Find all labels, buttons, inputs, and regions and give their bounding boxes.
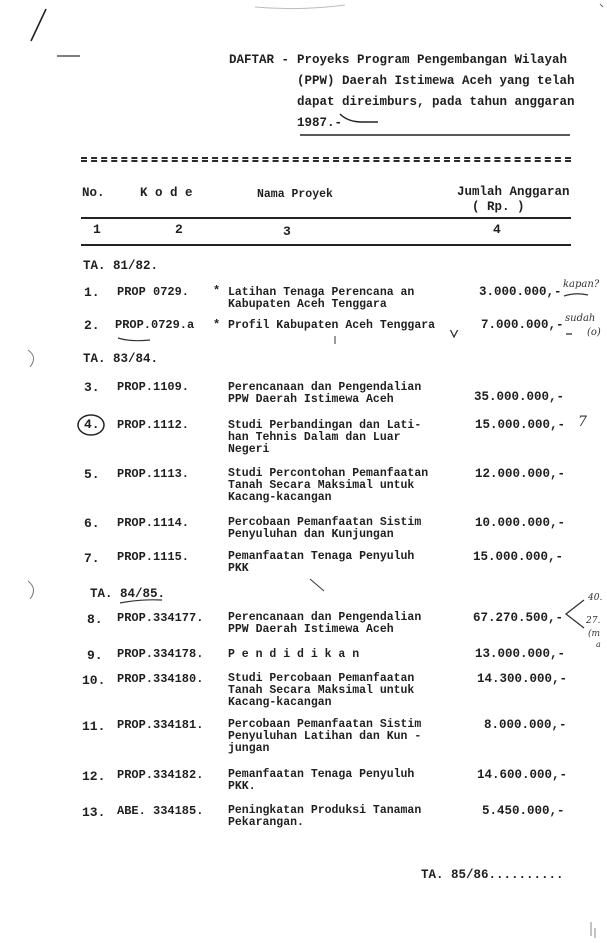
row-code: PROP.1114. [117, 516, 190, 530]
handwritten-note: a [596, 640, 601, 649]
row-name-line: Kacang-kacangan [228, 696, 332, 709]
section-label: TA. 81/82. [83, 259, 159, 273]
row-number: 1. [84, 285, 100, 300]
row-name-line: Peningkatan Produksi Tanaman [228, 804, 422, 817]
header-divider-1 [81, 217, 571, 219]
row-amount: 35.000.000,- [474, 390, 565, 404]
row-number: 6. [84, 516, 100, 531]
row-name-line: Perencanaan dan Pengendalian [228, 381, 422, 394]
row-name-line: PKK. [228, 780, 256, 793]
row-amount: 14.600.000,- [477, 768, 568, 782]
row-amount: 3.000.000,- [479, 285, 562, 299]
handwritten-note: sudah [565, 313, 596, 324]
page-continuation: TA. 85/86.......... [421, 868, 564, 882]
row-amount: 13.000.000,- [475, 647, 566, 661]
row-code: PROP.334178. [117, 647, 204, 661]
row-number: 9. [87, 648, 103, 663]
row-number: 4. [84, 417, 100, 432]
row-name-line: han Tehnis Dalam dan Luar [228, 431, 401, 444]
row-amount: 10.000.000,- [475, 516, 566, 530]
row-name-line: Kabupaten Aceh Tenggara [228, 298, 387, 311]
row-name-line: Percobaan Pemanfaatan Sistim [228, 718, 422, 731]
asterisk-mark: * [213, 318, 221, 332]
row-name-line: Latihan Tenaga Perencana an [228, 286, 415, 299]
col-index-2: 2 [175, 222, 183, 237]
col-header-no: No. [82, 186, 105, 200]
binding-marks [20, 345, 50, 605]
row-amount: 5.450.000,- [482, 804, 565, 818]
col-header-kode: K o d e [140, 186, 193, 200]
row-amount: 15.000.000,- [475, 418, 566, 432]
row-name-line: Studi Percobaan Pemanfaatan [228, 672, 415, 685]
row-number: 3. [84, 380, 100, 395]
row-amount: 67.270.500,- [473, 611, 564, 625]
row-number: 5. [84, 467, 100, 482]
row-code: PROP.334180. [117, 672, 204, 686]
title-label: DAFTAR - [229, 53, 290, 67]
row-name-line: Pekarangan. [228, 816, 304, 829]
title-line-3: dapat direimburs, pada tahun anggaran [297, 95, 575, 109]
row-name-line: Percobaan Pemanfaatan Sistim [228, 516, 422, 529]
row-number: 10. [82, 673, 106, 688]
row-2-marks [100, 330, 600, 360]
row-number: 8. [87, 612, 103, 627]
row-code: PROP.334182. [117, 768, 204, 782]
section-label: TA. 84/85. [90, 587, 166, 601]
row-amount: 8.000.000,- [484, 718, 567, 732]
row-code: PROP.334177. [117, 611, 204, 625]
handwritten-note: kapan? [563, 279, 600, 290]
row-number: 11. [82, 719, 106, 734]
row-name-line: Profil Kabupaten Aceh Tenggara [228, 319, 436, 332]
title-line-2: (PPW) Daerah Istimewa Aceh yang telah [297, 74, 575, 88]
section-3-marks [100, 575, 603, 615]
handwritten-note: (m [588, 629, 601, 639]
row-number: 12. [82, 769, 106, 784]
col-header-jumlah: Jumlah Anggaran [457, 185, 570, 199]
row-name-line: Studi Percontohan Pemanfaatan [228, 467, 429, 480]
col-header-nama: Nama Proyek [257, 188, 333, 201]
handwritten-note: 40. [588, 593, 603, 603]
col-index-1: 1 [93, 222, 101, 237]
row-amount: 12.000.000,- [475, 467, 566, 481]
row-amount: 7.000.000,- [481, 318, 564, 332]
row-name-line: Penyuluhan dan Kunjungan [228, 528, 394, 541]
row-name-line: PPW Daerah Istimewa Aceh [228, 393, 394, 406]
header-rule [81, 157, 571, 162]
row-name-line: Tanah Secara Maksimal untuk [228, 479, 415, 492]
col-index-3: 3 [283, 224, 291, 239]
row-amount: 14.300.000,- [477, 672, 568, 686]
row-code: PROP.1112. [117, 418, 190, 432]
row-name-line: P e n d i d i k a n [228, 648, 360, 661]
row-code: PROP.334181. [117, 718, 204, 732]
row-code: PROP.1109. [117, 380, 190, 394]
row-number: 7. [84, 551, 100, 566]
section-label: TA. 83/84. [83, 352, 159, 366]
row-number: 2. [84, 318, 100, 333]
row-name-line: Tanah Secara Maksimal untuk [228, 684, 415, 697]
row-code: PROP.1115. [117, 550, 190, 564]
handwritten-note: (o) [587, 327, 601, 338]
row-name-line: PKK [228, 562, 249, 575]
row-name-line: Kacang-kacangan [228, 491, 332, 504]
corner-scribble [585, 920, 605, 940]
row-name-line: PPW Daerah Istimewa Aceh [228, 623, 394, 636]
title-line-4: 1987.- [297, 116, 343, 130]
handwritten-underline [562, 290, 592, 302]
row-name-line: Studi Perbandingan dan Lati- [228, 419, 422, 432]
title-line-1: Proyeks Program Pengembangan Wilayah [297, 53, 568, 67]
col-index-4: 4 [493, 222, 501, 237]
row-code: ABE. 334185. [117, 804, 204, 818]
row-name-line: Pemanfaatan Tenaga Penyuluh [228, 768, 415, 781]
row-name-line: Penyuluhan Latihan dan Kun - [228, 730, 422, 743]
handwritten-note: 7 [578, 414, 587, 430]
row-code: PROP.1113. [117, 467, 190, 481]
col-header-unit: ( Rp. ) [472, 200, 525, 214]
row-name-line: Negeri [228, 443, 270, 456]
title-underline [300, 108, 570, 138]
asterisk-mark: * [213, 284, 221, 298]
row-name-line: jungan [228, 742, 270, 755]
row-code: PROP 0729. [117, 285, 190, 299]
row-code: PROP.0729.a [115, 318, 195, 332]
row-number: 13. [82, 805, 106, 820]
row-name-line: Perencanaan dan Pengendalian [228, 611, 422, 624]
row-amount: 15.000.000,- [473, 550, 564, 564]
handwritten-bracket [560, 598, 600, 632]
header-divider-2 [81, 244, 571, 246]
row-name-line: Pemanfaatan Tenaga Penyuluh [228, 550, 415, 563]
handwritten-note: 27. [586, 616, 601, 626]
